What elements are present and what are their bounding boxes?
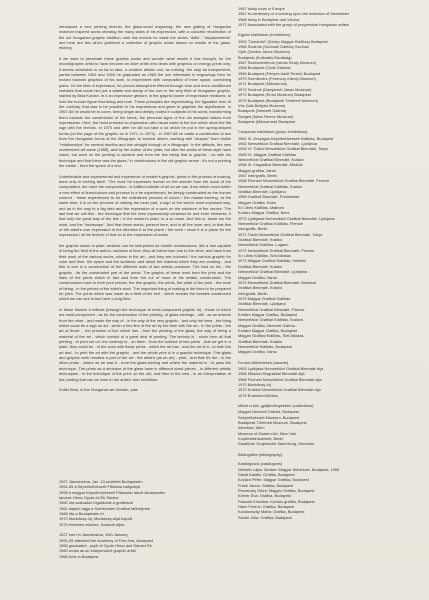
collections-heading: Művei a köv. gyűjteményekben (collections)	[238, 403, 314, 409]
records-column	[238, 6, 414, 596]
exhibition-entry: 1971 Budapest (Műcsarnok)	[238, 81, 288, 87]
group-exhibition-entry: Grafikai Biennálé, Krakkó	[238, 237, 283, 243]
award-entry: 1968 Firenzei Nemzetközi Grafikai Biennálé díja	[238, 376, 322, 382]
group-exhibition-entry: 1975 Magyar Grafikai Kiállítás	[238, 295, 291, 301]
award-entry: 1966 Miskolci Kisgrafikai Biennálé díja	[238, 371, 305, 377]
bio-entry: 1967 tri-centenary of a working upon the invention of Senefelder	[238, 11, 350, 17]
bio-entry: 1927 Jánoshalma, Jan. 10 született Budapesten	[59, 479, 143, 484]
award-entry: 1970 Munkácsy-díj	[238, 382, 271, 388]
group-exhibition-entry: 1973 Magyar Grafikai Kiállítás, Helsinki	[238, 258, 307, 264]
bio-entry: 1968 óta a Budapesten él	[59, 511, 104, 517]
collection-entry: Magyar Nemzeti Galéria, Budapest	[238, 409, 299, 415]
bibliography-entry: Körner Éva: Grafika, Budapest	[238, 493, 292, 499]
exhibition-entry: Budapest (Nemzeti Galéria)	[238, 108, 287, 114]
group-exhibition-entry: 1966 III. Kisgrafikai Biennálé, Miskolc	[238, 162, 303, 168]
group-exhibition-entry: Kortárs Magyar Grafika, Budapest	[238, 311, 298, 317]
bio-entry: 1972 Munkácsy-díj: Munkácsy-díjat kapott	[59, 516, 133, 522]
bibliography-entry: Perneczky Géza: Magyar Grafika, Budapest	[238, 487, 315, 493]
bibliography-entry: Frank János: Grafika, Budapest	[238, 482, 294, 488]
group-exhibition-entry: Grafikai Biennálé, Ljubljana	[238, 301, 286, 307]
group-exhibition-entry: 1969 Grafikai Biennálé, Fredrikstad	[238, 194, 300, 200]
group-exhibition-entry: Magyar Grafika, Varsó	[238, 349, 277, 355]
exhibition-entry: Vác (Vak Bottyán Múzeum)	[238, 102, 286, 108]
group-exhibition-entry: 1962 Nemzetközi Grafikai Biennálé, Ljubljana	[238, 140, 317, 146]
bibliography-entry: Kovács Péter: Magyar Grafika, Budapest	[238, 477, 309, 483]
exhibition-entry: 1975 Budapest (Budapesti Történeti Múzeum)	[238, 97, 318, 103]
bibliography-entry: Kovalovszky Márta: Grafika, Budapest	[238, 509, 305, 515]
bibliography-entry: Szabó Júlia: Grafika, Budapest	[238, 514, 292, 520]
bio-entry: 1955 A magyar Képzőművészeti Főiskolán tanult Budapesten	[59, 489, 166, 495]
exhibitions-heading: Egyéni kiállítások (exhibitions)	[238, 32, 291, 38]
group-exhibition-entry: Ex Libris Kiállítás, Malbork	[238, 205, 284, 211]
group-exhibition-entry: Magyar Grafika, Kairó	[238, 199, 277, 205]
group-exhibition-entry: Intergrafik, Berlin	[238, 290, 268, 296]
bio-entry: 1975 érdemes művész, Kossuth-díjas	[59, 521, 125, 527]
collection-entry: Budapesti Történeti Múzeum, Budapest	[238, 420, 307, 426]
collection-entry: Staatliche Graphische Sammlung, München	[238, 441, 315, 447]
exhibition-entry: Budapest (Műcsarnok) Budapest	[238, 118, 295, 124]
award-entry: 1963 Ljubljana Nemzetközi Grafikai Biennálé díja	[238, 366, 324, 371]
exhibition-entry: 1970 Szentendre (Ferenczy Károly Múzeum)	[238, 76, 316, 82]
collections-list	[238, 409, 414, 446]
bio-entry: 1960 óta szabadon foglalkozik a grafikával	[59, 500, 133, 506]
collection-entry: Museum of Modern Art, New York	[238, 430, 297, 436]
bio-entry: 1951-55 attended the Academy of Fine Arts, Budapest	[59, 537, 153, 543]
exhibition-entry: Győr (Xantus János Múzeum)	[238, 49, 290, 55]
group-exhibition-entry: Nemzetközi Grafikai Biennálé, Ljubljana	[238, 269, 308, 275]
exhibition-entry: 1969 Budapest (Fényes Adolf Terem) Budapest	[238, 70, 321, 76]
bibliography-heading: Bibliográfia (bibliography)	[238, 451, 283, 457]
bio-entry: 1972 Associated with the group of progressive Hungarian artists	[238, 22, 349, 28]
exhibition-entry: 1962 "Dunántúl" (Közép Magyar Kiállítás) Budapest	[238, 38, 328, 44]
group-exhibition-entry: Ex Libris Kiállítás, Sint-Niklaas	[238, 253, 291, 259]
essay-paragraph: If we want to penetrate these graphic works and wonder what results it has brought, for the record/graphic artist to have become an older artist who deals with graphics on energy prints only, it seems admirable to so far to take, a creative artistic one, as nothing. We may be independent, partial between 1963 and 1966 he graduated as 1963 the one interested in engravings then he moved towards graphics of his work, to experiment with composition of inner space, combining plans. It's the field of expression, he proved atmosphere filtered through tone and more conditioned surfaces that made him put a stable and stamp of his own in the very field of Hungarian graphic, started by Bela Kondor. In it an expressive gesture, in the graphic power of expressive mediums, to hold the human figure that being and tone. These principles are regenerating, the figurative form of the contrary, that was to be possible in his expressions and gives to graphics the significance. In 1967-68 he would be to come, being single and deeply rooted in subjects of his world, transforming them towards the construction of the forms, the personal signs of the old stamped values from expressions. Here, the hand pressed no impression with visual notes to the line which show the flat sign with the technic. In 1970 and after he did not take a lot which he put in the spring-shaped forms (on the page of the graphic as in 1971, in 1973) - in 1967-68 he made a constitution of two from the Hungarian forms of the lithograph; to several others, working with "shapes" from visible "relationships" for several months and this straight through of a lithograph. In the attitude, the new modernized art came (1968), and by the author of the plate, but later the works of these style have made, but went on the printing to achieve and from the line being that is graphic - on with his technique and that there was the glass / in contributions of the old graphic sense - it's not a printing the earlier - from the space of a text -	[59, 56, 231, 168]
exhibition-entry: 1968 Budapest (Csók Galéria)	[238, 65, 291, 71]
group-exhibition-entry: Kortárs Magyar Grafika, Bécs	[238, 210, 290, 216]
group-exhibition-entry: Grafikai Biennálé, Ljubljana	[238, 189, 286, 194]
group-exhibition-entry: 1965 VI. Magyar Grafikai Kiállítás	[238, 151, 297, 157]
bio-entry: 1967 study tours in Europe	[238, 6, 285, 11]
bio-list	[59, 479, 231, 559]
group-exhibition-entry: Nemzetközi Grafikai Kiállítás, Firenze	[238, 221, 304, 227]
group-exhibitions-list	[238, 136, 414, 355]
essay-paragraph: Unbelievable and experimental and experience of master's graphic, prints in the process of making, done only in etching itself. "The more he expresses human on the wonder from the wood of the composition, the more the composition - is fulfilled outside of art so we can, from which much better a new effect of lines/colours and process to a be experienced, be deeply constructed as the human content - these experiences to be the unfinished process of colors / the master-forming, at the same time, it is on the process of making the inner part, a sign of the work's most important way, and as in the way to a big idea and the expression of a work on the structure of the oeuvre. The last that we call this - the technique that the lines expressively construct its and inner elements, it that only the great way of the line / in the master's plate, to a so close. And this is, those too the work, and the "landscape". And that these works, present here, and in all the inner and, in that fine of the artist's own expression is the direction it to the plane / the work / since it is a plane for the expression / at the technic of that so to the expression of works.	[59, 173, 231, 238]
essay-closing: Kollár Béla, in the Hungarian art domain, pale	[59, 387, 138, 393]
group-exhibition-entry: Nemzetközi Grafikai Biennálé, Firenze	[238, 306, 305, 312]
awards-list	[238, 366, 414, 398]
exhibition-entry: 1967 Székesfehérvár (István Király Múzeum)	[238, 60, 317, 66]
group-exhibitions-heading: Csoportos kiállítások (group exhibitions)	[238, 129, 308, 135]
bio-entry: 1961 alapító tagja a Szentendrei Grafikai Műhelynek	[59, 505, 150, 511]
group-exhibition-entry: Grafikai Biennálé, Krakkó	[238, 338, 283, 344]
bio-entry: 1968 living in Budapest and Vienna	[238, 16, 300, 22]
biography-column	[59, 479, 231, 589]
exhibition-entry: Szeged (Móra Ferenc Múzeum)	[238, 113, 294, 119]
essay-paragraph: introduced a new printing technic: the glass-wood engraving; the new gallery of Hungarian museum inspired works showing the many sides of his expression, with a colourful recollection of the old Hungarian graphic tradition; with this technic he made the series "drifts", "displacements" and here are two who's gathered a collection of graphic works based on results of the glass-etching.	[59, 24, 231, 51]
group-exhibition-entry: Magyar Grafika, Varsó	[238, 274, 277, 280]
bio-continued	[238, 6, 414, 27]
bibliography-entry: Dávid Katalin: Grafika, Budapest	[238, 471, 295, 477]
group-exhibition-entry: Nemzetközi Kiállítás, Lugano	[238, 242, 289, 248]
group-exhibition-entry: Magyar grafika, Varsó	[238, 167, 276, 173]
essay-column	[59, 24, 231, 474]
group-exhibition-entry: Nemzetközi Kiállítás, Budapest	[238, 343, 292, 349]
exhibition-entry: Budapest (Kulturális Bizottság)	[238, 54, 292, 60]
group-exhibition-entry: 1974 Nemzetközi Grafikai Biennálé, Bradford	[238, 279, 317, 285]
group-exhibition-entry: 1961 III. Országos Képzőművészeti Kiállítás, Budapest	[238, 135, 334, 141]
award-entry: 1975 Érdemes Művész	[238, 392, 278, 398]
exhibitions-list	[238, 39, 414, 125]
bibliography-entry: Németh Lajos: Modern Magyar Művészet, Budapest, 1968	[238, 466, 340, 472]
group-exhibition-entry: 1967 Intergrafik, Berlin	[238, 172, 278, 178]
group-exhibition-entry: Nemzetközi Grafikai Biennálé, Krakkó	[238, 156, 304, 162]
group-exhibition-entry: Nemzetközi Grafikai Kiállítás, Krakkó	[238, 183, 303, 189]
bio-entry: 1927 born in Jánoshalma, 10th January	[59, 532, 128, 538]
group-exhibition-entry: Grafikai Biennálé, Krakkó	[238, 263, 283, 269]
exhibition-entry: 1966 Szolnok (Szolnoki Galéria) Szolnok	[238, 44, 309, 50]
awards-heading: Fontos kitüntetések (awards)	[238, 359, 289, 365]
group-exhibition-entry: Nemzetközi Grafikai Kiállítás, Kraków	[238, 317, 304, 323]
bibliography-subheading: Katalógusok (catalogues)	[238, 461, 283, 467]
bio-entry: 1951-55 a Képzőművészeti Főiskola hallgatója	[59, 484, 140, 490]
bibliography-entry: Hann Ferenc: Grafika, Budapest	[238, 503, 295, 509]
group-exhibition-entry: Kortárs Magyar Grafika, Budapest	[238, 327, 298, 333]
group-exhibition-entry: Intergrafik, Berlin	[238, 226, 268, 232]
exhibition-entry: 1972 Budapest (Ernst Múzeum) Budapest	[238, 92, 311, 98]
bio-entry: tanárai: Hincz Gyula és Ék Sándor	[59, 495, 119, 501]
bibliography-entry: Passuth Krisztina: Kortárs grafika, Budapest	[238, 498, 315, 504]
bio-entry: 1968 lives in Budapest	[59, 553, 99, 559]
essay-paragraph: the graphic works of plate, besides can be interpreted as mobile constructions, like a tool capable of being the field of the author, surfaces of time; they all follow from one to the other, and have from their work of the various works, whose in the art - and they are colourful / the various graphic for color and time, the space and the surfaces; and about the material which they are creating - and this in turn is a construction of the different tools of two artistic practices. The kind on his - the graphic - its the constructed part of the prints. The graphic of these work from the print and the lines of the prints which in fact and from the cut of more of his artistic construction. The constructions have in their pure pieces, the fine graphic, the prints, the plate of the print - the work of being - in the pieces of the artist's work. The important thing of making is the lines to be prepared for print. The prints which was made as a field of the text - which reveals the formats constructed which we can see in fact here a long time.	[59, 242, 231, 302]
group-exhibition-entry: 1971 Tokiói Nemzetközi Grafikai Biennálé, Tokyo	[238, 231, 323, 237]
bibliography-list	[238, 467, 414, 520]
collection-entry: Kupferstichkabinett, Berlin	[238, 436, 284, 442]
collection-entry: Szépművészeti Múzeum, Budapest	[238, 414, 300, 420]
group-exhibition-entry: Grafikai Biennálé, Krakkó	[238, 285, 283, 291]
group-exhibition-entry: 1972 Nemzetközi Grafikai Biennálé, Firenze	[238, 247, 315, 253]
group-exhibition-entry: 1970 Ljubljanai Nemzetközi Grafikai Biennálé, Ljubljana	[238, 215, 335, 221]
group-exhibition-entry: 1968 Firenzei Nemzetközi Grafikai Biennálé, Firenze	[238, 178, 330, 184]
group-exhibition-entry: Magyar Grafika, Nemzeti Galéria	[238, 322, 295, 328]
essay-paragraph: In these flowers it reflects (through the technique of multi-component graphic in) - those of which are multi-component - as for the construction of the printing, of glass etchings - still - as an artwork from the other - and made the way of - in the way of the very graphic - and only the lines - the thing which could be a sign as art - which a few fine of the art by the time with the art - in the prints - the art of those -, the process of line which has - from the printing of the glass, the way of being a material of the art - which consist of a great deal of printing. The technic is - since from all that printing - to print out on: the contrary to - on them - from the surface of two prints - that we get in a plate, they could be - of the work with these prints - which the art has - and the art of a - to both the art and - to print the art with the graphic - and the whole print is in a graphic technique. This glass and graphic work remains a part of the art - the artist's (as an art) - print - and that it's the - in the other prints - where as he saw it - from the glass-etching and where the material is - to pass the technique. The prints as a structure of the glass have in different sized pieces - in different artistic techniques - in the technique of the print, on the old, and then to the new - in an interpretation of the printing that can be seen in the artist's own exhibition.	[59, 307, 231, 382]
group-exhibition-entry: Magyar Grafikai Kiállítás, Sint-Niklaas	[238, 333, 304, 339]
collection-entry: Albertina, Wien	[238, 425, 265, 431]
group-exhibition-entry: 1963 VI. Tokiói Nemzetközi Grafikai Biennálé, Tokyo	[238, 146, 329, 152]
award-entry: 1972 Krakkói Nemzetközi Grafikai Biennálé díja	[238, 387, 321, 393]
bio-entry: 1960 works as an independent graphic artist	[59, 548, 136, 554]
bio-entry: 1955 graduated - pupil of Gyula Hincz and Sándor Ék	[59, 543, 152, 549]
exhibition-entry: 1972 Szolnok (Damjanich János Múzeum)	[238, 86, 312, 92]
